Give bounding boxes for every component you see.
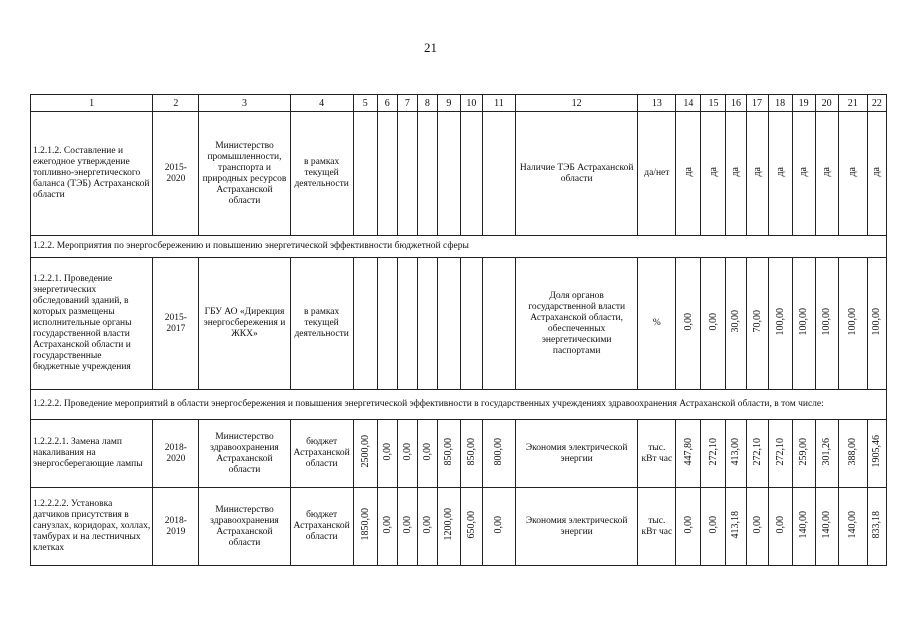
- value: да: [871, 166, 883, 177]
- period: 2015-2020: [153, 112, 199, 236]
- executor: Министерство здравоохранения Астраханской области: [199, 488, 290, 566]
- table-row: [31, 488, 887, 566]
- funding-value: 0,00: [381, 442, 393, 461]
- period: 2018-2020: [153, 420, 199, 488]
- funding-value: 850,00: [465, 437, 477, 466]
- value: да: [847, 166, 859, 177]
- measure-name: 1.2.2.2.1. Замена ламп накаливания на энергосберегающие лампы: [31, 420, 153, 488]
- measure-name: 1.2.1.2. Составление и ежегодное утверждение топливно-энергетического баланса (ТЭБ) Астраханской области: [31, 112, 153, 236]
- col-header: 19: [792, 95, 815, 112]
- executor: Министерство здравоохранения Астраханской области: [199, 420, 290, 488]
- indicator: Наличие ТЭБ Астраханской области: [516, 112, 638, 236]
- col-header: 20: [815, 95, 838, 112]
- value: 272,10: [774, 437, 786, 466]
- period: 2015-2017: [153, 258, 199, 390]
- col-header: 17: [746, 95, 768, 112]
- value: да: [707, 166, 719, 177]
- header-row: [31, 95, 887, 112]
- indicator: Экономия электрической энергии: [516, 420, 638, 488]
- value: 413,18: [730, 510, 742, 539]
- value: 0,00: [751, 515, 763, 534]
- unit: тыс. кВт час: [638, 488, 676, 566]
- period: 2018-2019: [153, 488, 199, 566]
- value: 272,10: [707, 437, 719, 466]
- value: 100,00: [821, 307, 833, 336]
- col-header: 16: [726, 95, 746, 112]
- funding-value: 0,00: [493, 515, 505, 534]
- page-number: 21: [424, 40, 437, 55]
- table-row: [31, 112, 887, 236]
- value: 447,80: [682, 437, 694, 466]
- value: 413,00: [730, 437, 742, 466]
- measure-name: 1.2.2.1. Проведение энергетических обследований зданий, в которых размещены исполнительные органы государственной власти Астраханской области и государственные бюджетные учреждения: [31, 258, 153, 390]
- col-header: 15: [701, 95, 726, 112]
- value: 100,00: [847, 307, 859, 336]
- col-header: 12: [516, 95, 638, 112]
- col-header: 8: [417, 95, 437, 112]
- unit: %: [638, 258, 676, 390]
- col-header: 10: [460, 95, 482, 112]
- value: 259,00: [798, 437, 810, 466]
- unit: да/нет: [638, 112, 676, 236]
- section-row: [31, 236, 887, 258]
- col-header: 18: [768, 95, 792, 112]
- value: 1905,46: [871, 435, 883, 468]
- funding-value: 650,00: [465, 510, 477, 539]
- col-header: 1: [31, 95, 153, 112]
- funding-source: в рамках текущей деятельности: [290, 112, 353, 236]
- value: 140,00: [821, 510, 833, 539]
- col-header: 3: [199, 95, 290, 112]
- section-title: 1.2.2.2. Проведение мероприятий в области энергосбережения и повышения энергетической эффективности в государственных учреждениях здравоохранения Астраханской области, в том числе:: [31, 390, 887, 420]
- col-header: 7: [397, 95, 417, 112]
- value: 100,00: [871, 307, 883, 336]
- value: да: [682, 166, 694, 177]
- table-row: [31, 258, 887, 390]
- col-header: 2: [153, 95, 199, 112]
- section-title: 1.2.2. Мероприятия по энергосбережению и повышению энергетической эффективности бюджетной сферы: [31, 236, 887, 258]
- col-header: 11: [482, 95, 515, 112]
- executor: ГБУ АО «Дирекция энергосбережения и ЖКХ»: [199, 258, 290, 390]
- value: 388,00: [847, 437, 859, 466]
- value: да: [730, 166, 742, 177]
- col-header: 21: [838, 95, 867, 112]
- value: 100,00: [774, 307, 786, 336]
- section-row: [31, 390, 887, 420]
- value: 140,00: [798, 510, 810, 539]
- value: 833,18: [871, 510, 883, 539]
- col-header: 9: [437, 95, 460, 112]
- col-header: 4: [290, 95, 353, 112]
- col-header: 5: [353, 95, 377, 112]
- value: 70,00: [751, 310, 763, 333]
- funding-value: 1200,00: [443, 508, 455, 541]
- value: 100,00: [798, 307, 810, 336]
- value: 0,00: [707, 515, 719, 534]
- funding-value: 0,00: [401, 515, 413, 534]
- value: 0,00: [774, 515, 786, 534]
- funding-value: 0,00: [421, 515, 433, 534]
- col-header: 6: [377, 95, 397, 112]
- funding-value: 850,00: [443, 437, 455, 466]
- value: 0,00: [707, 312, 719, 331]
- measure-name: 1.2.2.2.2. Установка датчиков присутствия в санузлах, коридорах, холлах, тамбурах и на лестничных клетках: [31, 488, 153, 566]
- indicator: Экономия электрической энергии: [516, 488, 638, 566]
- value: 30,00: [730, 310, 742, 333]
- value: да: [774, 166, 786, 177]
- value: 0,00: [682, 515, 694, 534]
- value: да: [751, 166, 763, 177]
- unit: тыс. кВт час: [638, 420, 676, 488]
- funding-value: 0,00: [401, 442, 413, 461]
- funding-source: бюджет Астраханской области: [290, 420, 353, 488]
- indicator: Доля органов государственной власти Астраханской области, обеспеченных энергетическими паспортами: [516, 258, 638, 390]
- funding-source: в рамках текущей деятельности: [290, 258, 353, 390]
- funding-value: 800,00: [493, 437, 505, 466]
- value: 140,00: [847, 510, 859, 539]
- value: 0,00: [682, 312, 694, 331]
- value: 272,10: [751, 437, 763, 466]
- funding-source: бюджет Астраханской области: [290, 488, 353, 566]
- col-header: 14: [676, 95, 701, 112]
- funding-value: 1850,00: [359, 508, 371, 541]
- program-table: [30, 94, 887, 566]
- value: да: [798, 166, 810, 177]
- funding-value: 0,00: [381, 515, 393, 534]
- funding-value: 2500,00: [359, 435, 371, 468]
- funding-value: 0,00: [421, 442, 433, 461]
- executor: Министерство промышленности, транспорта и природных ресурсов Астраханской области: [199, 112, 290, 236]
- table-row: [31, 420, 887, 488]
- value: 301,26: [821, 437, 833, 466]
- col-header: 22: [867, 95, 886, 112]
- value: да: [821, 166, 833, 177]
- col-header: 13: [638, 95, 676, 112]
